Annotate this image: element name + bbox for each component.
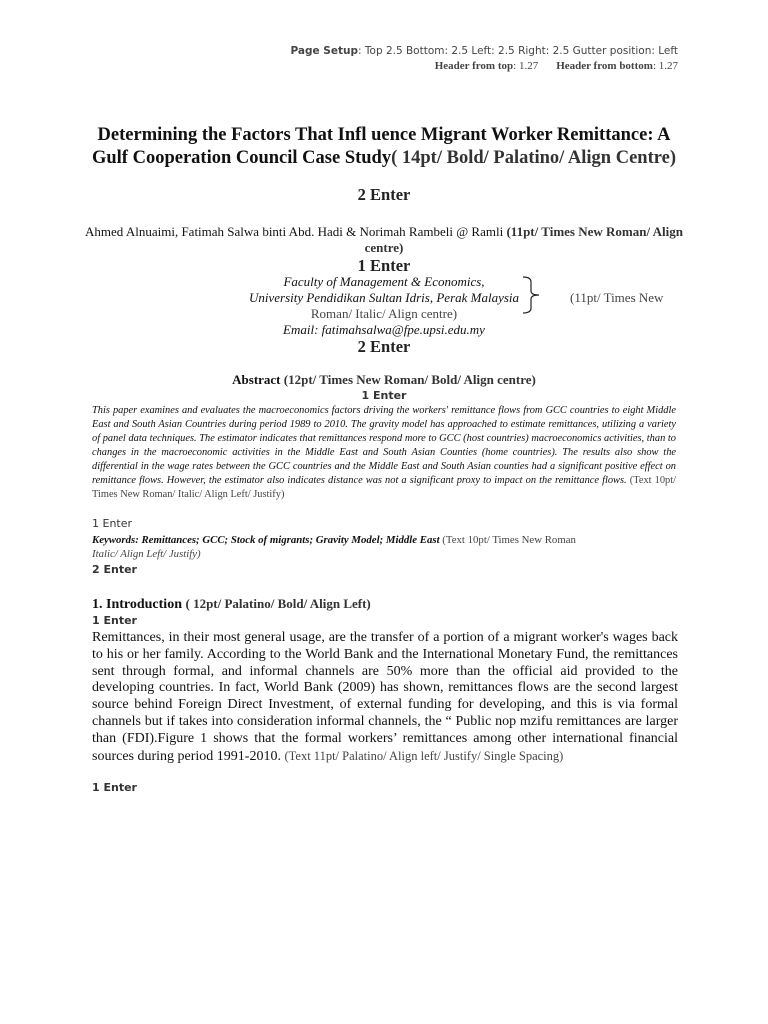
header-bottom-label: Header from bottom [556,60,653,72]
introduction-heading-note: ( 12pt/ Palatino/ Bold/ Align Left) [185,596,371,611]
enter-marker-after-abstract: 1 Enter [92,517,133,530]
affiliation-email: Email: fatimahsalwa@fpe.upsi.edu.my [283,322,485,337]
keywords-format-note: (Text 10pt/ Times New Roman [442,534,576,546]
abstract-text: This paper examines and evaluates the macroeconomics factors driving the workers' remittance flows from GCC countries to eight Middle East and South Asian Countries during period 1989 to 2010. The gravity model has approached to estimate remittances, utilizing a variety of panel data techniques. The estimator indicates that remittances respond more to GCC (host countries) macroeconomics activities, than to changes in the macroeconomic activities in the Middle East and South Asian Counties (home countries). The results also show the differential in the wage rates between the GCC countries and the Middle East and South Asian counties had a significant positive effect on remittance flows. However, the estimator also indicates distance was not a significant proxy to impact on the remittance flows. [92,405,676,486]
author-format-note: (11pt/ Times New Roman/ Align centre) [364,224,683,255]
author-names: Ahmed Alnuaimi, Fatimah Salwa binti Abd. Hadi & Norimah Rambeli @ Ramli [85,224,504,239]
keywords-text: Keywords: Remittances; GCC; Stock of migrants; Gravity Model; Middle East [92,534,440,546]
abstract-body [92,404,676,502]
paper-title-format-note: ( 14pt/ Bold/ Palatino/ Align Centre) [391,148,676,168]
keywords-line [92,533,676,561]
introduction-heading-text: 1. Introduction [92,597,182,612]
header-bottom-value: 1.27 [658,60,678,72]
abstract-format-note: (Text 10pt/ Times New Roman/ Italic/ Align Left/ Justify) [92,475,676,500]
affiliation-line-3: Roman/ Italic/ Align centre) [310,306,458,321]
abstract-heading-text: Abstract [232,372,281,387]
enter-marker-after-title: 2 Enter [357,185,411,204]
introduction-heading [92,596,371,613]
author-list [80,224,688,256]
keywords-format-note-2: Italic/ Align Left/ Justify) [92,548,201,560]
page-setup-info [78,44,678,74]
brace-icon [522,276,540,314]
header-top-value: 1.27 [518,60,539,72]
enter-marker-after-intro-heading: 1 Enter [92,614,137,627]
introduction-text: Remittances, in their most general usage, are the transfer of a portion of a migrant worker's wages back to his or her family. According to the World Bank and the International Monetary Fund, the remittances sent through formal, and informal channels are 50% more than the official aid provided to the developing countries. In fact, World Bank (2009) has shown, remittances flows are the second largest source behind Foreign Direct Investment, of external funding for developing, and this is via formal channels but if takes into consideration informal channels, the “ Public nop mzifu remittances are larger than (FDI).Figure 1 shows that the formal workers’ remittances among other international financial sources during period 1991-2010. [92,630,678,764]
paper-title-text: Determining the Factors That Infl uence Migrant Worker Remittance: A Gulf Cooperation Council Case Study [91,125,671,168]
introduction-format-note: (Text 11pt/ Palatino/ Align left/ Justify/ Single Spacing) [284,748,564,763]
introduction-body [92,630,678,765]
abstract-heading [0,372,768,388]
page-setup-label: Page Setup [290,45,358,57]
affiliation-line-1: Faculty of Management & Economics, [283,274,485,289]
enter-marker-after-keywords: 2 Enter [92,563,137,576]
affiliation-format-note: (11pt/ Times New [570,290,664,305]
page-setup-values: Top 2.5 Bottom: 2.5 Left: 2.5 Right: 2.5 Gutter position: Left [364,45,678,57]
enter-marker-after-affiliation: 2 Enter [357,337,411,356]
enter-marker-after-authors: 1 Enter [357,256,411,275]
page-setup-line1: Page Setup: Top 2.5 Bottom: 2.5 Left: 2.5 Right: 2.5 Gutter position: Left [290,45,678,57]
page-setup-line2: Header from top: 1.27 Header from bottom: 1.27 [434,60,678,72]
abstract-heading-note: (12pt/ Times New Roman/ Bold/ Align centre) [283,372,536,387]
enter-marker-after-abstract-heading: 1 Enter [361,389,407,402]
paper-title [80,124,688,170]
affiliation-line-2: University Pendidikan Sultan Idris, Perak Malaysia [248,290,520,305]
enter-marker-after-introduction: 1 Enter [92,781,137,794]
header-top-label: Header from top [434,60,514,72]
